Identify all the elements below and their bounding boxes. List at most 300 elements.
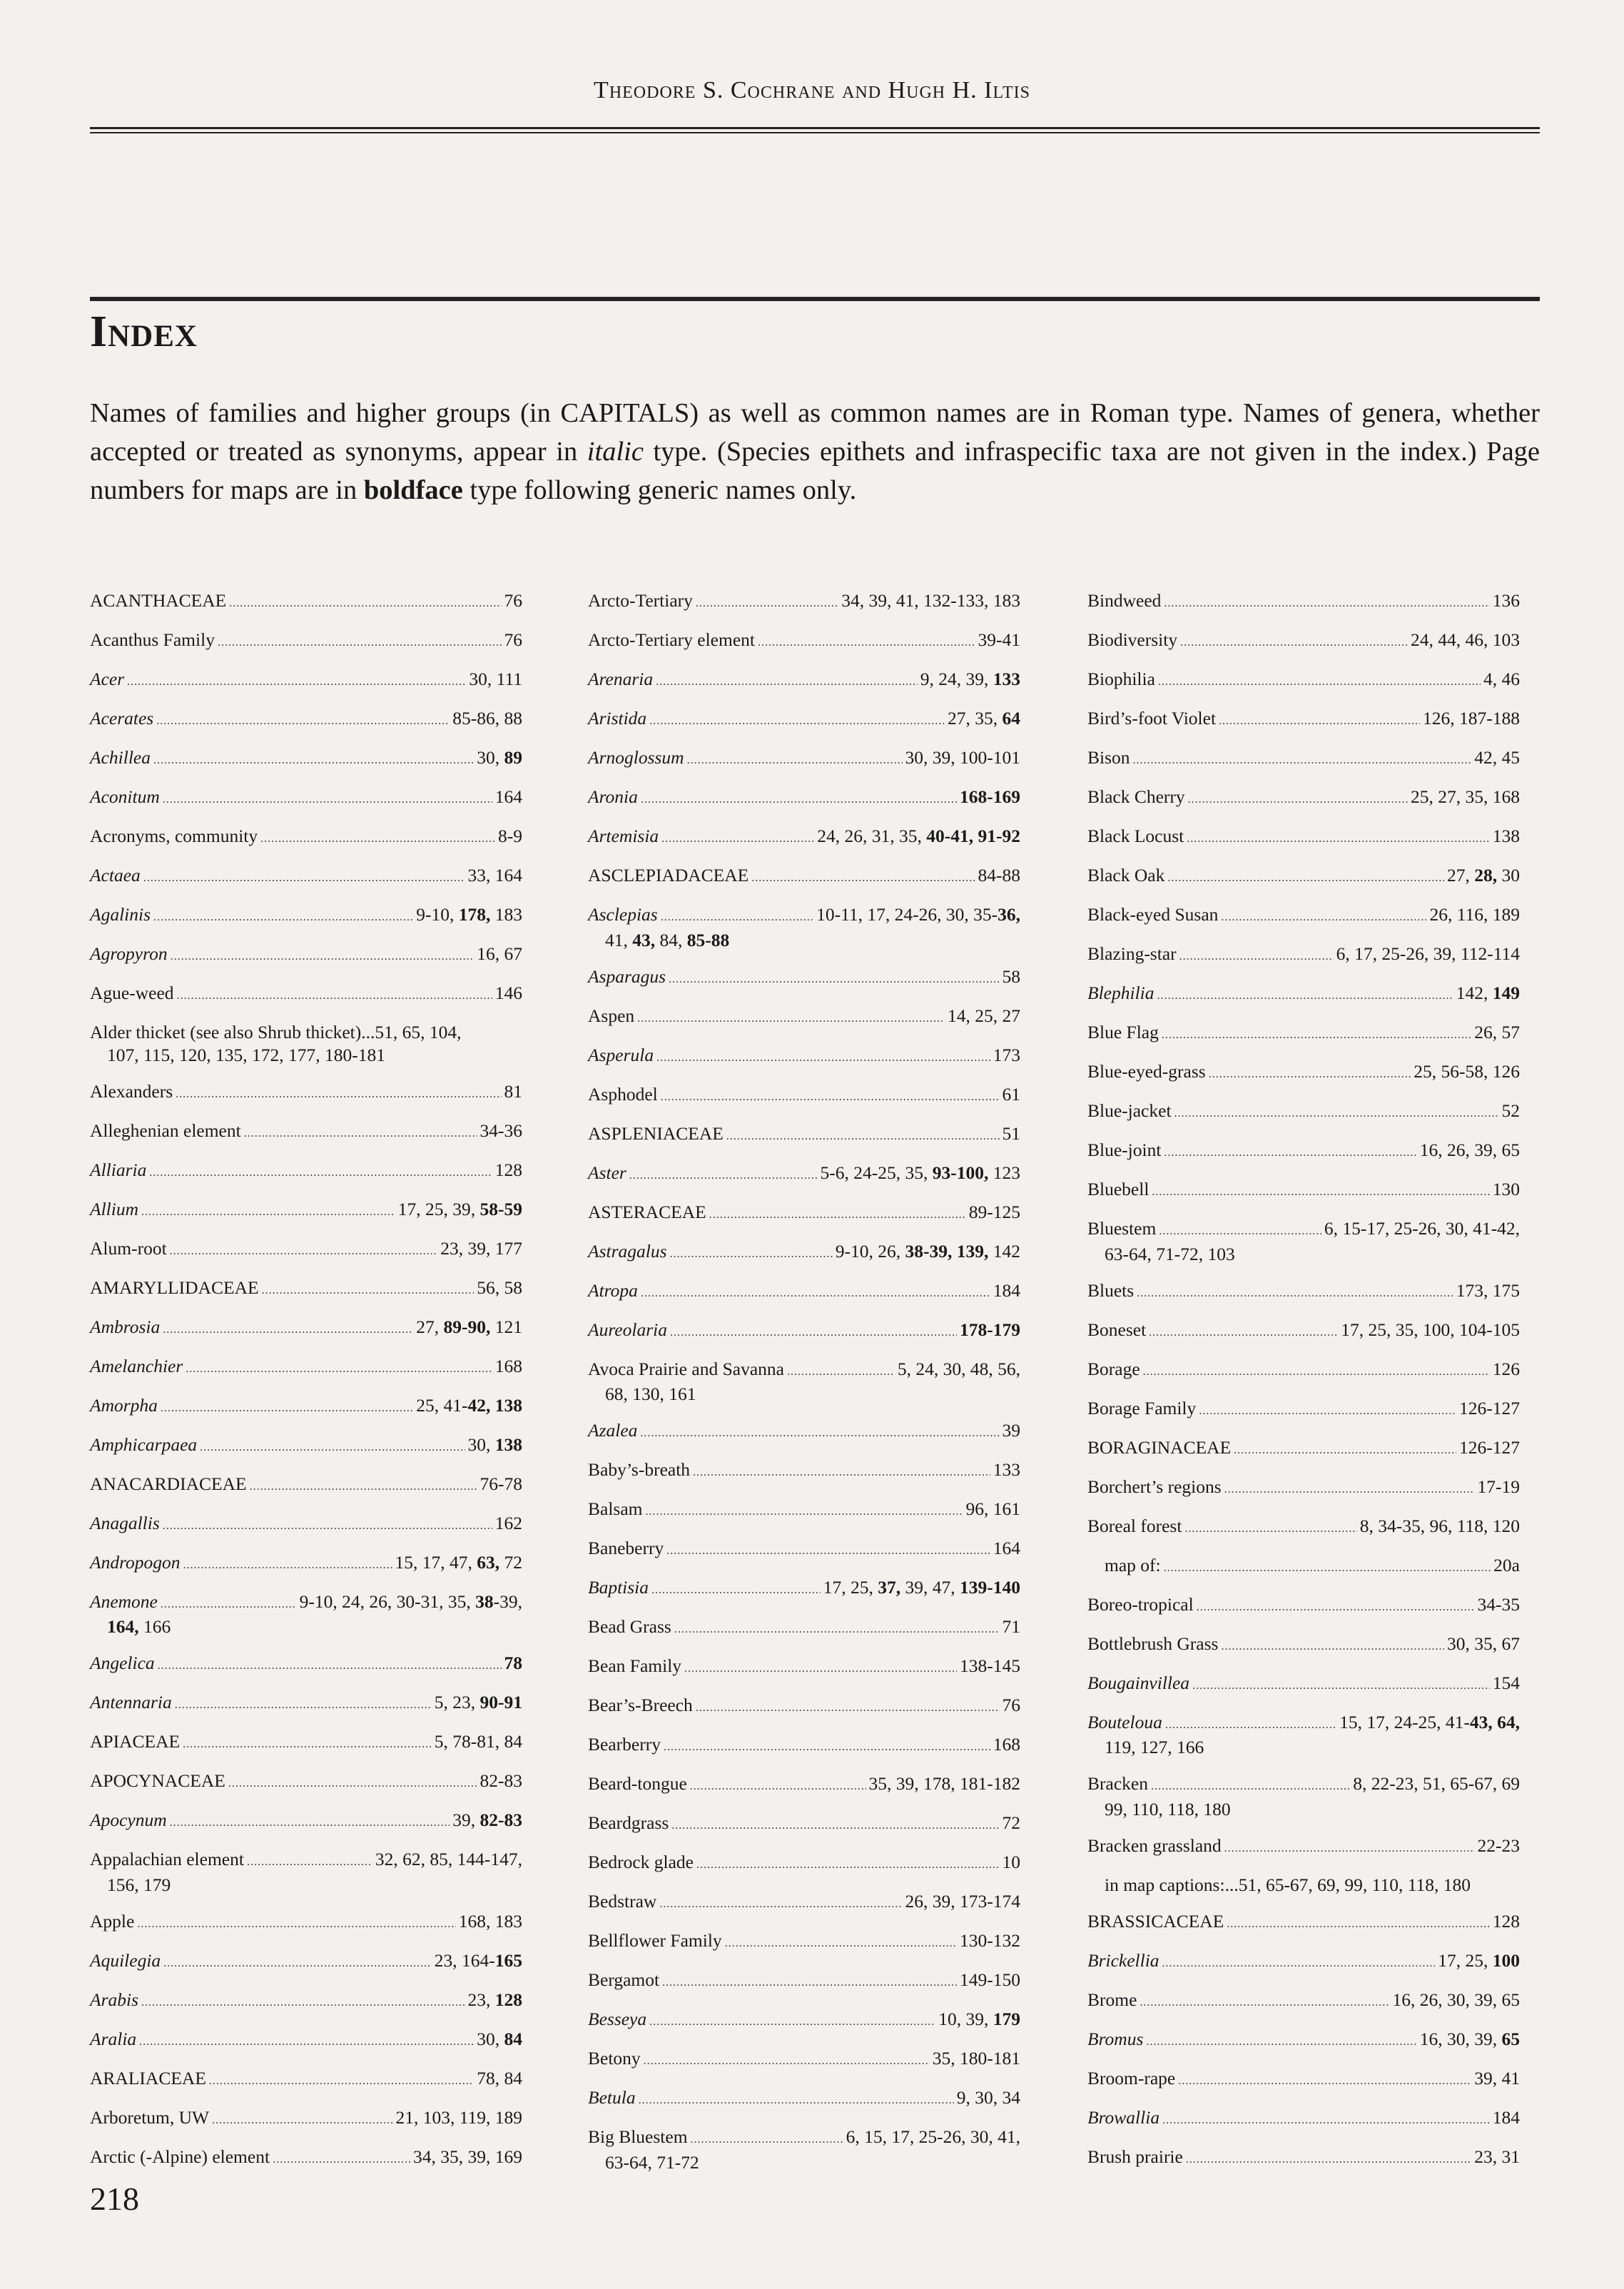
index-entry-line [588, 746, 1020, 772]
dot-leader [273, 2148, 410, 2171]
dot-leader [1164, 592, 1489, 615]
dot-leader [161, 1397, 413, 1420]
index-entry-line [588, 2008, 1020, 2034]
dot-leader [260, 828, 495, 851]
index-entry-line [90, 1198, 522, 1224]
page-ref: 90-91 [479, 1692, 522, 1712]
index-entry [588, 1044, 1020, 1070]
index-term: Alleghenian element [90, 1120, 241, 1141]
index-pages [1502, 1100, 1521, 1122]
dot-leader [141, 1201, 395, 1224]
page-ref: 139-140 [960, 1577, 1020, 1598]
page-ref: 17, 25, [1438, 1949, 1493, 1971]
index-term: Boneset [1087, 1319, 1147, 1340]
index-entry [90, 1989, 522, 2014]
index-term: Black Locust [1087, 826, 1184, 846]
index-pages [435, 1949, 522, 1972]
index-entry [1087, 2146, 1520, 2171]
index-term: Betula [588, 2087, 636, 2108]
index-entry-continuation [90, 1615, 522, 1638]
dot-leader [153, 749, 474, 772]
page-ref: 34, 39, 41, 132-133, 183 [841, 590, 1020, 611]
index-pages [993, 1044, 1020, 1067]
index-term: Astragalus [588, 1240, 667, 1262]
index-term: Bottlebrush Grass [1087, 1633, 1219, 1654]
index-column-2 [588, 589, 1020, 2188]
dot-leader [758, 631, 975, 654]
index-term: ASCLEPIADACEAE [588, 865, 749, 885]
dot-leader [1152, 1181, 1489, 1204]
index-entry [1087, 1358, 1520, 1384]
page-ref: 9, 30, 34 [956, 2087, 1020, 2108]
index-term: Black Oak [1087, 865, 1165, 885]
page-ref: 17-19 [1477, 1476, 1520, 1497]
dot-leader [670, 1321, 957, 1344]
index-entry-line [588, 1929, 1020, 1955]
index-entry-line [588, 2126, 1020, 2151]
index-term: Actaea [90, 865, 141, 885]
dot-leader [170, 1240, 438, 1263]
index-pages [1360, 1515, 1520, 1538]
index-pages [498, 825, 522, 848]
page-ref: 173 [993, 1044, 1020, 1065]
page-ref: 15, 17, 24-25, 41- [1339, 1711, 1470, 1732]
index-entry-line [588, 1733, 1020, 1759]
index-pages [993, 1279, 1020, 1302]
index-entry-line [1087, 1834, 1520, 1860]
index-term: Apocynum [90, 1810, 167, 1830]
index-entry [588, 2126, 1020, 2173]
index-term: Bluestem [1087, 1218, 1157, 1239]
dot-leader [661, 906, 813, 929]
page-ref: 16, 30, 39, [1419, 2028, 1502, 2049]
index-entry-line [1087, 1874, 1520, 1897]
index-term: Blazing-star [1087, 943, 1177, 964]
dot-leader [1184, 1518, 1356, 1541]
index-pages [1493, 1910, 1520, 1933]
index-entry-continuation [1087, 1798, 1520, 1821]
index-entry [588, 1851, 1020, 1877]
dot-leader [127, 671, 466, 694]
index-entry-line [588, 864, 1020, 890]
page-ref: 133 [993, 1459, 1020, 1480]
index-pages [816, 903, 1020, 926]
dot-leader [641, 1282, 990, 1305]
index-pages [1493, 1358, 1520, 1381]
index-pages [1478, 1476, 1521, 1498]
index-entry [1087, 1515, 1520, 1541]
dot-leader [1162, 1024, 1471, 1047]
index-term: APOCYNACEAE [90, 1770, 225, 1791]
dot-leader [671, 1815, 999, 1837]
index-entry-continuation [1087, 1243, 1520, 1266]
page-ref: 168 [494, 1355, 522, 1376]
index-term: Bean Family [588, 1655, 682, 1676]
page-ref: 84-88 [978, 865, 1020, 885]
dot-leader [1158, 671, 1481, 694]
index-entry [1087, 1139, 1520, 1164]
dot-leader [637, 1008, 945, 1030]
page-ref: 133 [993, 669, 1020, 689]
index-entry [90, 1910, 522, 1936]
dot-leader [1227, 1913, 1489, 1936]
index-entry-line [588, 1537, 1020, 1563]
page-ref: 8, 34-35, 96, 118, 120 [1359, 1515, 1520, 1536]
index-entry [1087, 864, 1520, 890]
index-entry-line [1087, 943, 1520, 968]
index-entry-continuation [90, 1874, 522, 1897]
index-pages [817, 825, 1020, 848]
index-entry [90, 1159, 522, 1184]
index-term: Betony [588, 2048, 641, 2069]
page-ref: 71 [1002, 1616, 1020, 1637]
index-entry-line [1087, 1217, 1520, 1243]
dot-leader [1180, 631, 1408, 654]
index-term: Asphodel [588, 1083, 658, 1105]
intro-run: Names of families and higher groups (in CAPITALS) as well as common names are in Roman type. Names of genera, whether accepted or treated as synonyms, appear in [90, 398, 1540, 467]
index-entry [90, 589, 522, 615]
dot-leader [262, 1279, 474, 1302]
index-entry-line [1087, 1358, 1520, 1384]
index-pages [395, 1551, 523, 1574]
index-term: BRASSICACEAE [1087, 1910, 1224, 1932]
page-ref: 10-11, 17, 24-26, 30, 35- [816, 904, 998, 925]
dot-leader [175, 1694, 432, 1717]
intro-run: type following generic names only. [462, 475, 857, 505]
dot-leader [661, 828, 814, 851]
index-entry-line [588, 2086, 1020, 2112]
running-head: Theodore S. Cochrane and Hugh H. Iltis [594, 77, 1030, 103]
index-pages [477, 943, 522, 965]
dot-leader [1146, 2031, 1416, 2054]
index-pages [1447, 1633, 1520, 1655]
index-entry-line [90, 825, 522, 851]
dot-leader [656, 671, 918, 694]
page-ref: 9, 24, 39, [920, 669, 993, 689]
dot-leader [691, 2128, 843, 2151]
index-entry [90, 1021, 522, 1066]
index-entry [588, 1772, 1020, 1798]
dot-leader [141, 1991, 465, 2014]
index-pages [969, 1201, 1020, 1224]
index-pages [468, 864, 523, 887]
page-ref: 84, [655, 929, 687, 950]
index-entry [1087, 1397, 1520, 1423]
index-entry-line [90, 629, 522, 654]
index-entry-line [1087, 1060, 1520, 1086]
page-title: Index [90, 308, 198, 356]
index-pages [1341, 1319, 1520, 1341]
dot-leader [1186, 2148, 1471, 2171]
index-term: Bellflower Family [588, 1930, 722, 1951]
index-entry-line [1087, 746, 1520, 772]
index-entry [588, 1122, 1020, 1148]
index-entry [90, 1277, 522, 1302]
page-ref: 78, 84 [477, 2067, 522, 2088]
index-term: Borchert’s regions [1087, 1476, 1222, 1497]
page-ref: 27, 35, [948, 708, 1003, 729]
page-ref: 89-125 [968, 1201, 1020, 1222]
dot-leader [153, 906, 413, 929]
index-entry [588, 589, 1020, 615]
dot-leader [725, 1932, 957, 1955]
page-ref: 126, 187-188 [1423, 708, 1520, 729]
index-pages [413, 2146, 522, 2168]
header-rule [90, 127, 1540, 133]
index-pages [978, 629, 1021, 651]
index-entry [588, 1458, 1020, 1484]
index-entry-line [90, 1316, 522, 1341]
dot-leader [1174, 1102, 1499, 1125]
page-ref: 23, 39, 177 [440, 1237, 522, 1259]
index-term: ANACARDIACEAE [90, 1473, 247, 1494]
index-entry [588, 1537, 1020, 1563]
page-ref: 76 [1002, 1695, 1020, 1715]
index-term: Arctic (-Alpine) element [90, 2146, 270, 2167]
page-ref: 30 [1497, 865, 1520, 885]
index-pages [869, 1772, 1021, 1795]
page-ref: 39-41 [978, 629, 1020, 650]
index-pages [1336, 943, 1520, 965]
page-ref: 76 [504, 590, 522, 611]
index-entry-line [1087, 1021, 1520, 1047]
page-ref: 27, [416, 1316, 444, 1337]
index-pages [1003, 1419, 1021, 1442]
index-pages [1478, 1593, 1521, 1616]
index-term: Blue-eyed-grass [1087, 1061, 1206, 1082]
index-entry [1087, 1772, 1520, 1820]
index-pages [1423, 707, 1520, 730]
index-entry-line [1087, 1279, 1520, 1305]
page-ref: 23, 31 [1474, 2146, 1520, 2167]
index-pages [416, 903, 522, 926]
dot-leader [1133, 749, 1472, 772]
page-ref: 138-145 [960, 1655, 1020, 1676]
page-ref: 26, 116, 189 [1429, 904, 1520, 925]
index-pages [1447, 864, 1520, 887]
index-entry-line [90, 1691, 522, 1717]
index-entry [1087, 903, 1520, 929]
page-ref: 146 [494, 983, 522, 1003]
dot-leader [1167, 867, 1444, 890]
dot-leader [661, 1086, 1000, 1109]
page-ref: 9-10, 24, 26, 30-31, 35, [299, 1590, 476, 1612]
index-entry [1087, 1554, 1520, 1580]
index-entry-line [90, 786, 522, 811]
page-ref: 84 [504, 2028, 522, 2049]
page-ref: 130-132 [960, 1930, 1020, 1951]
page-ref: 6, 17, 25-26, 39, 112-114 [1336, 943, 1520, 964]
index-entry-line [588, 668, 1020, 694]
index-entry-line [588, 1319, 1020, 1344]
index-pages [1003, 1851, 1021, 1874]
index-term: Aster [588, 1162, 626, 1183]
index-pages [1493, 1554, 1520, 1577]
page-ref: 26, 39, 173-174 [905, 1891, 1020, 1912]
page-ref: 40-41, 91-92 [926, 826, 1020, 846]
page-ref: 5-6, 24-25, 35, [820, 1162, 933, 1183]
index-term: Bear’s-Breech [588, 1695, 693, 1715]
dot-leader [1179, 945, 1334, 968]
index-entry [1087, 1989, 1520, 2014]
index-term: Baptisia [588, 1577, 649, 1598]
index-term: Bearberry [588, 1734, 661, 1755]
index-term: Arnoglossum [588, 747, 684, 768]
index-term: Blue Flag [1087, 1022, 1159, 1042]
index-entry [90, 1198, 522, 1224]
page-ref: ...51, 65, 104, [361, 1022, 462, 1042]
index-entry [90, 668, 522, 694]
index-term: Ambrosia [90, 1316, 161, 1337]
dot-leader [709, 1204, 966, 1227]
page-ref: 179 [993, 2009, 1020, 2029]
page-ref: 136 [1492, 590, 1520, 611]
dot-leader [1151, 1775, 1350, 1798]
index-entry-line [1087, 1476, 1520, 1501]
page-ref: 17, 25, 39, [397, 1198, 480, 1219]
index-term: Ague-weed [90, 983, 174, 1003]
index-entry-line [588, 2047, 1020, 2073]
index-term: Blephilia [1087, 983, 1154, 1003]
page-ref: 89-90, [443, 1316, 491, 1337]
index-pages [993, 1537, 1020, 1560]
index-entry-line [1087, 903, 1520, 929]
index-pages [495, 982, 522, 1005]
index-entry-line [1087, 2028, 1520, 2054]
index-term: Acerates [90, 708, 154, 729]
dot-leader [656, 1047, 990, 1070]
index-term: Avoca Prairie and Savanna [588, 1358, 784, 1379]
intro-paragraph [90, 394, 1540, 509]
index-entry-line [1087, 1711, 1520, 1737]
index-pages [395, 2106, 522, 2129]
index-entry-line [588, 1890, 1020, 1916]
index-entry-line [1087, 825, 1520, 851]
index-pages [905, 1890, 1021, 1913]
index-entry [1087, 1633, 1520, 1658]
index-pages [1493, 1178, 1520, 1201]
dot-leader [696, 1854, 1000, 1877]
index-entry-line [588, 1044, 1020, 1070]
index-entry-line [90, 1473, 522, 1498]
page-ref: 183 [490, 904, 522, 925]
index-entry-line [588, 1694, 1020, 1720]
index-entry-line [90, 2028, 522, 2054]
index-term: Amphicarpaea [90, 1433, 198, 1455]
page-ref: 100 [1492, 1949, 1520, 1971]
index-entry [1087, 707, 1520, 733]
index-entry [1087, 746, 1520, 772]
page-ref: 58-59 [479, 1198, 522, 1219]
page-ref: 10 [1002, 1852, 1020, 1872]
index-entry [90, 2106, 522, 2132]
page-ref: 154 [1492, 1672, 1520, 1693]
index-pages [1411, 629, 1520, 651]
index-entry [90, 1770, 522, 1795]
index-pages [1478, 1834, 1521, 1857]
index-entry [588, 1358, 1020, 1406]
page-ref: 142 [988, 1240, 1020, 1262]
index-pages [1493, 589, 1520, 612]
page-ref: 81 [504, 1080, 522, 1102]
index-term: ACANTHACEAE [90, 590, 227, 611]
index-entry-line [588, 1279, 1020, 1305]
index-entry [1087, 1593, 1520, 1619]
index-entry [90, 1551, 522, 1577]
index-pages [948, 707, 1020, 730]
dot-leader [639, 2089, 954, 2112]
dot-leader [149, 1162, 492, 1184]
index-entry-line [1087, 1633, 1520, 1658]
index-term: Artemisia [588, 826, 659, 846]
index-pages [375, 1848, 522, 1871]
index-entry-line [90, 1989, 522, 2014]
index-term: Azalea [588, 1420, 638, 1441]
index-pages [960, 1655, 1020, 1678]
page-ref: 30, 111 [469, 669, 522, 689]
index-pages [1003, 1812, 1021, 1834]
page-ref: 30, 39, 100-101 [905, 747, 1020, 768]
dot-leader [176, 1083, 501, 1106]
page-ref: 28, [1474, 865, 1498, 885]
page-ref: 65 [1501, 2028, 1520, 2049]
index-term: Brome [1087, 1989, 1137, 2010]
dot-leader [137, 1913, 455, 1936]
index-pages [480, 1120, 523, 1142]
index-pages [1393, 1989, 1521, 2011]
index-pages [435, 1730, 522, 1753]
index-entry [1087, 1100, 1520, 1125]
index-pages [1003, 1122, 1021, 1145]
index-pages [957, 2086, 1020, 2109]
dot-leader [674, 1618, 1000, 1641]
index-entry-line [90, 668, 522, 694]
index-entry [1087, 2106, 1520, 2132]
index-pages [495, 786, 522, 808]
dot-leader [247, 1851, 372, 1874]
index-term: Baneberry [588, 1538, 664, 1558]
page-ref: 17, 25, [823, 1577, 878, 1598]
index-term: Bedrock glade [588, 1852, 694, 1872]
page-ref: 99, 110, 118, 180 [1105, 1798, 1231, 1819]
index-term: BORAGINACEAE [1087, 1436, 1232, 1458]
index-entry [90, 982, 522, 1008]
index-pages [480, 1770, 523, 1792]
page-ref: 128 [1492, 1910, 1520, 1932]
index-pages [898, 1358, 1020, 1381]
page-ref: 6, 15-17, 25-26, 30, 41-42, [1324, 1218, 1520, 1239]
dot-leader [161, 1593, 297, 1616]
page-ref: 30, [477, 747, 504, 768]
index-entry [1087, 1178, 1520, 1204]
index-term: Bedstraw [588, 1891, 657, 1912]
page-ref: 35, 39, 178, 181-182 [868, 1773, 1020, 1794]
page-ref: 42, 45 [1474, 747, 1520, 768]
dot-leader [690, 1775, 866, 1798]
index-entry [90, 2028, 522, 2054]
index-pages [469, 668, 522, 691]
index-term: Brickellia [1087, 1949, 1159, 1971]
index-term: Agalinis [90, 904, 151, 925]
index-pages [920, 668, 1020, 691]
index-entry-line [90, 1809, 522, 1834]
index-entry [588, 707, 1020, 733]
index-entry-line [1087, 864, 1520, 890]
index-term: Big Bluestem [588, 2126, 688, 2147]
index-entry-line [588, 1419, 1020, 1445]
index-entry [588, 1733, 1020, 1759]
index-entry-line [588, 1655, 1020, 1680]
